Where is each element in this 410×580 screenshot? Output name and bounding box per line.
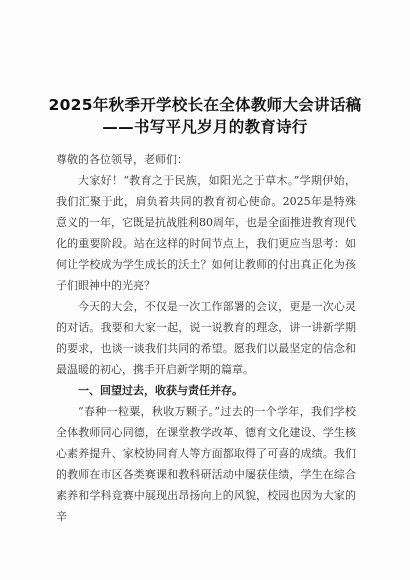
paragraph-meeting-purpose: 今天的大会，不仅是一次工作部署的会议，更是一次心灵的对话。我要和大家一起，说一说教育的理念，讲一讲新学期的要求，也谈一谈我们共同的希望。愿我们以最坚定的信念和最温暖的初心，携手开启新学期的篇章。	[56, 300, 356, 376]
section-heading-1: 一、回望过去，收获与责任并存。	[78, 384, 243, 397]
paragraph-opening: 大家好！“教育之于民族，如阳光之于草木。”学期伊始，我们汇聚于此，肩负着共同的教育初心使命。2025年是特殊意义的一年，它既是抗战胜利80周年，也是全面推进教育现代化的重要阶段。站在这样的时间节点上，我们更应当思考：如何让学校成为学生成长的沃土？如何让教师的付出真正化为孩子们眼神中的光亮？	[56, 174, 356, 292]
document-title: 2025年秋季开学校长在全体教师大会讲话稿	[48, 96, 362, 114]
salutation: 尊敬的各位领导，老师们：	[56, 153, 188, 166]
document-subtitle: ——书写平凡岁月的教育诗行	[102, 118, 308, 136]
paragraph-review: “春种一粒粟，秋收万颗子。”过去的一个学年，我们学校全体教师同心同德，在课堂教学改革、德育文化建设、学生核心素养提升、家校协同育人等方面都取得了可喜的成绩。我们的教师在市区各类赛课和教科研活动中屡获佳绩，学生在综合素养和学科竞赛中展现出昂扬向上的风貌，校园也因为大家的辛	[56, 405, 356, 523]
